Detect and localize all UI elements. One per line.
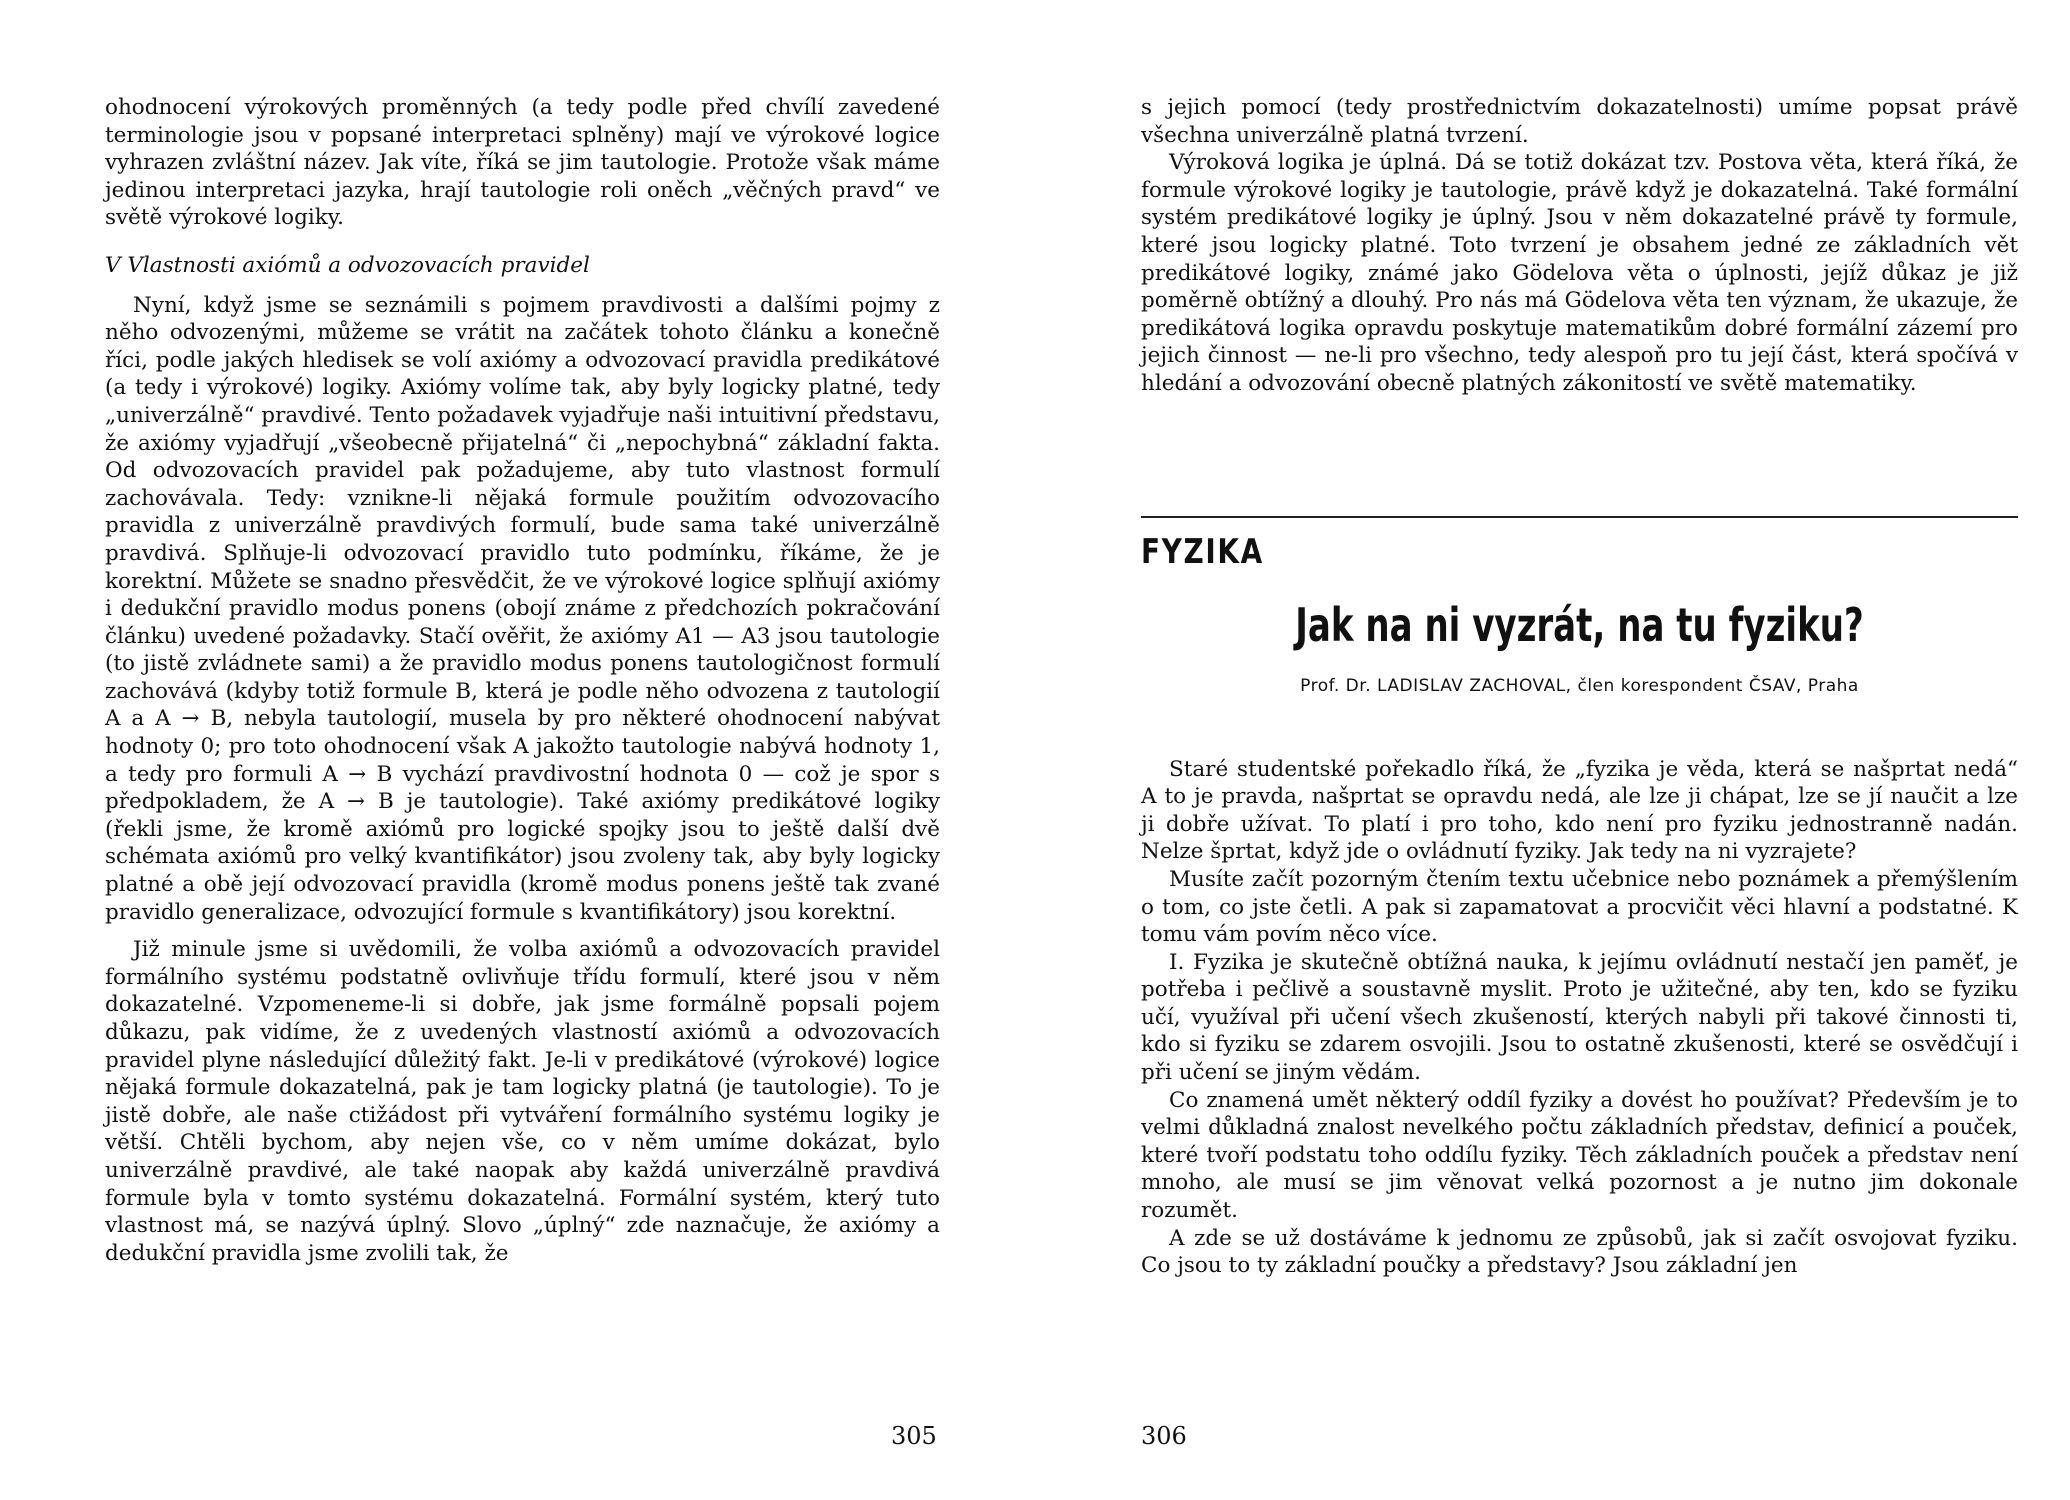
right-paragraph-5: Co znamená umět některý oddíl fyziky a dovést ho používat? Především je to velmi důkladná znalost nevelkého počtu základních představ, definicí a pouček, které tvoří podstatu toho oddílu fyziky. Těch základních pouček a představ není mnoho, ale musí se jim věnovat velká pozornost a je nutno jim dokonale rozumět. <box>1141 1087 2018 1224</box>
section-label: FYZIKA <box>1141 531 1264 572</box>
right-page <box>1035 0 2070 1500</box>
right-paragraph-4: I. Fyzika je skutečně obtížná nauka, k jejímu ovládnutí nestačí jen paměť, je potřeba i pečlivě a soustavně myslit. Proto je užitečné, aby ten, kdo se fyziku učí, využíval při učení všech zkušeností, kterých nabyli při takové činnosti ti, kdo si fyziku se zdarem osvojili. Jsou to ostatně zkušenosti, které se osvědčují i při učení se jiným vědám. <box>1141 949 2018 1086</box>
left-paragraph-1: Nyní, když jsme se seznámili s pojmem pravdivosti a dalšími pojmy z něho odvozenými, můžeme se vrátit na začátek tohoto článku a konečně říci, podle jakých hledisek se volí axiómy a odvozovací pravidla predikátové (a tedy i výrokové) logiky. Axiómy volíme tak, aby byly logicky platné, tedy „univerzálně“ pravdivé. Tento požadavek vyjadřuje naši intuitivní představu, že axiómy vyjadřují „všeobecně přijatelná“ či „nepochybná“ základní fakta. Od odvozovacích pravidel pak požadujeme, aby tuto vlastnost formulí zachovávala. Tedy: vznikne-li nějaká formule použitím odvozovacího pravidla z univerzálně pravdivých formulí, bude sama také univerzálně pravdivá. Splňuje-li odvozovací pravidlo tuto podmínku, říkáme, že je korektní. Můžete se snadno přesvědčit, že ve výrokové logice splňují axiómy i dedukční pravidlo modus ponens (obojí známe z předchozích pokračování článku) uvedené požadavky. Stačí ověřit, že axiómy A1 — A3 jsou tautologie (to jistě zvládnete sami) a že pravidlo modus ponens tautologičnost formulí zachovává (kdyby totiž formule B, která je podle něho odvozena z tautologií A a A → B, nebyla tautologií, musela by pro některé ohodnocení nabývat hodnoty 0; pro toto ohodnocení však A jakožto tautologie nabývá hodnoty 1, a tedy pro formuli A → B vychází pravdivostní hodnota 0 — což je spor s předpokladem, že A → B je tautologie). Také axiómy predikátové logiky (řekli jsme, že kromě axiómů pro logické spojky jsou to ještě další dvě schémata axiómů pro velký kvantifikátor) jsou zvoleny tak, aby byly logicky platné a obě její odvozovací pravidla (kromě modus ponens ještě tak zvané pravidlo generalizace, odvozující formule s kvantifikátory) jsou korektní. <box>105 292 940 925</box>
right-intro-paragraph: s jejich pomocí (tedy prostřednictvím dokazatelnosti) umíme popsat právě všechna univerzálně platná tvrzení. <box>1141 95 2018 148</box>
left-paragraph-2: Již minule jsme si uvědomili, že volba axiómů a odvozovacích pravidel formálního systému podstatně ovlivňuje třídu formulí, které jsou v něm dokazatelné. Vzpomeneme-li si dobře, jak jsme formálně popsali pojem důkazu, pak vidíme, že z uvedených vlastností axiómů a odvozovacích pravidel plyne následující důležitý fakt. Je-li v predikátové (výrokové) logice nějaká formule dokazatelná, pak je tam logicky platná (je tautologie). To je jistě dobře, ale naše ctižádost při vytváření formálního systému logiky je větší. Chtěli bychom, aby nejen vše, co v něm umíme dokázat, bylo univerzálně pravdivé, ale také naopak aby každá univerzálně pravdivá formule byla v tomto systému dokazatelná. Formální systém, který tuto vlastnost má, se nazývá úplný. Slovo „úplný“ zde naznačuje, že axiómy a dedukční pravidla jsme zvolili tak, že <box>105 937 940 1266</box>
right-paragraph-3: Musíte začít pozorným čtením textu učebnice nebo poznámek a přemýšlením o tom, co jste četli. A pak si zapamatovat a procvičit věci hlavní a podstatné. K tomu vám povím něco více. <box>1141 866 2018 948</box>
right-paragraph-1: Výroková logika je úplná. Dá se totiž dokázat tzv. Postova věta, která říká, že formule výrokové logiky je tautologie, právě když je dokazatelná. Také formální systém predikátové logiky je úplný. Jsou v něm dokazatelné právě ty formule, které jsou logicky platné. Toto tvrzení je obsahem jedné ze základních vět predikátové logiky, známé jako Gödelova věta o úplnosti, jejíž důkaz je již poměrně obtížný a dlouhý. Pro nás má Gödelova věta ten význam, že ukazuje, že predikátová logika opravdu poskytuje matematikům dobré formální zázemí pro jejich činnost — ne-li pro všechno, tedy alespoň pro tu její část, která spočívá v hledání a odvozování obecně platných zákonitostí ve světě matematiky. <box>1141 150 2018 396</box>
section-divider <box>1141 516 2018 518</box>
left-intro-paragraph: ohodnocení výrokových proměnných (a tedy podle před chvílí zavedené terminologie jsou v popsané interpretaci splněny) mají ve výrokové logice vyhrazen zvláštní název. Jak víte, říká se jim tautologie. Protože však máme jedinou interpretaci jazyka, hrají tautologie roli oněch „věčných pravd“ ve světě výrokové logiky. <box>105 95 940 231</box>
page-number-left: 305 <box>891 1422 937 1450</box>
section-heading: V Vlastnosti axiómů a odvozovacích pravidel <box>105 252 590 278</box>
right-paragraph-6: A zde se už dostáváme k jednomu ze způsobů, jak si začít osvojovat fyziku. Co jsou to ty základní poučky a představy? Jsou základní jen <box>1141 1225 2018 1279</box>
article-byline: Prof. Dr. LADISLAV ZACHOVAL, člen korespondent ČSAV, Praha <box>1300 675 1859 696</box>
article-title: Jak na ni vyzrát, na tu fyziku? <box>1295 597 1864 652</box>
right-paragraph-2: Staré studentské pořekadlo říká, že „fyzika je věda, která se našprtat nedá“ A to je pravda, našprtat se opravdu nedá, ale lze ji chápat, lze se jí naučit a lze ji dobře užívat. To platí i pro toho, kdo není pro fyziku jednostranně nadán. Nelze šprtat, když jde o ovládnutí fyziky. Jak tedy na ni vyzrajete? <box>1141 756 2018 865</box>
page-number-right: 306 <box>1141 1422 1187 1450</box>
